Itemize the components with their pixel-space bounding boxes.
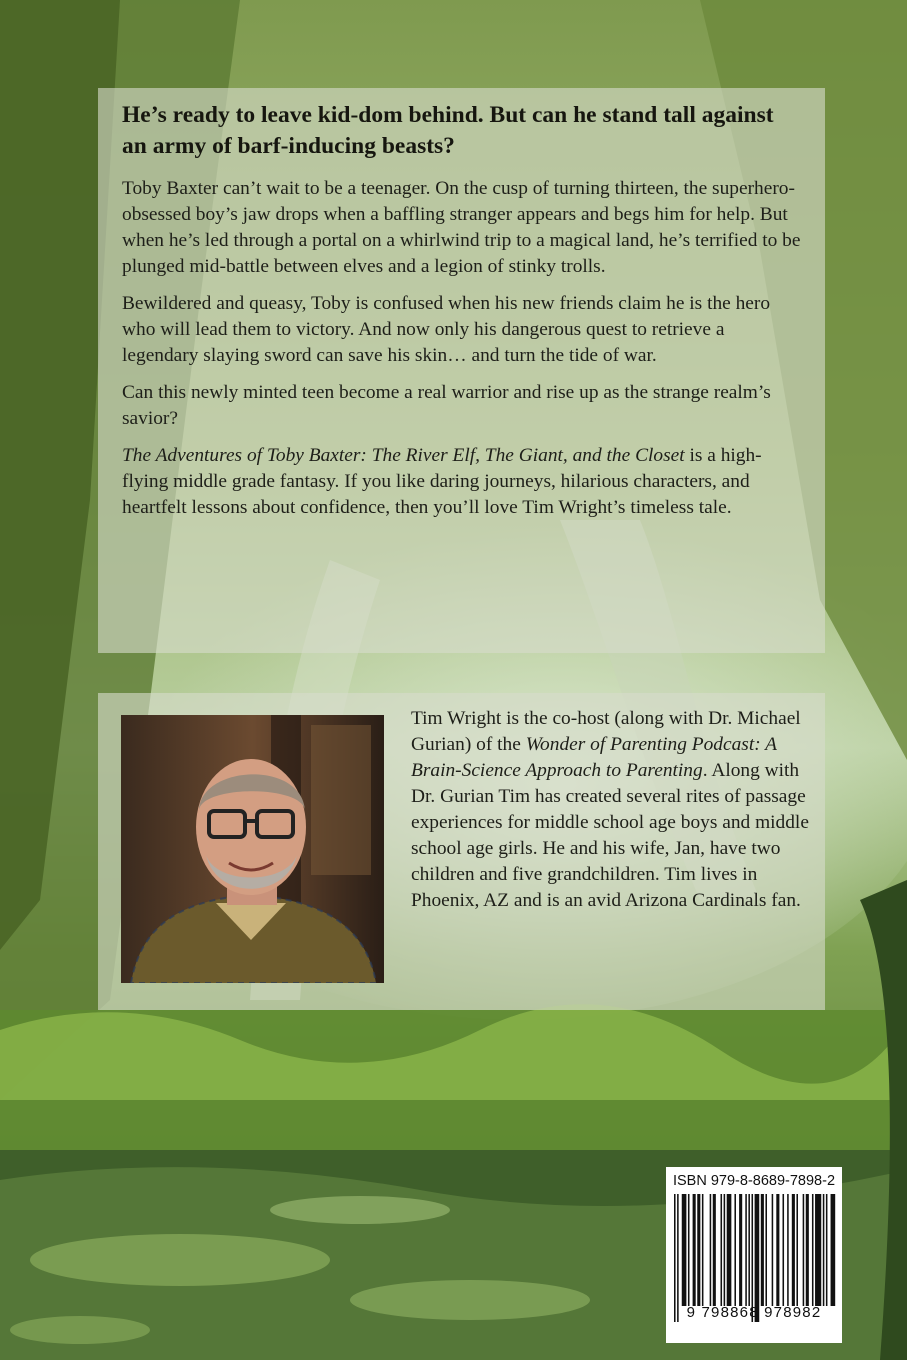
barcode-bar	[721, 1194, 723, 1306]
blurb-panel	[98, 88, 825, 653]
barcode-bar	[688, 1194, 690, 1306]
author-bio-end: . Along with Dr. Gurian Tim has created several rites of passage experiences for middle school age boys and middle school age girls. He and his wife, Jan, have two children and five grandchildren. Tim lives in Phoenix, AZ and is an avid Arizona Cardinals fan.	[411, 760, 809, 911]
barcode-bar	[765, 1194, 767, 1306]
barcode-bar	[710, 1194, 712, 1306]
author-panel	[98, 693, 825, 1010]
barcode-bar	[761, 1194, 764, 1306]
barcode-bar	[724, 1194, 726, 1306]
barcode-bar	[796, 1194, 798, 1306]
blurb-paragraph-3: Can this newly minted teen become a real warrior and rise up as the strange realm’s savior?	[122, 382, 771, 429]
barcode-bar	[815, 1194, 821, 1306]
author-bio	[411, 706, 811, 914]
barcode-bar	[812, 1194, 814, 1306]
blurb-paragraph-2: Bewildered and queasy, Toby is confused when his new friends claim he is the hero who will lead them to victory. And now only his dangerous quest to retrieve a legendary slaying sword can save his skin… and turn the tide of war.	[122, 293, 771, 366]
author-bio-start: Tim Wright is the co-host (along with Dr. Michael Gurian) of the	[411, 708, 801, 755]
barcode-bar	[772, 1194, 774, 1306]
barcode-bar	[677, 1194, 679, 1322]
blurb-paragraph-4-text: is a high-flying middle grade fantasy. If you like daring journeys, hilarious characters, and heartfelt lessons about confidence, then you’ll love Tim Wright’s timeless tale.	[122, 445, 762, 518]
barcode-bar	[748, 1194, 750, 1306]
barcode-bar	[803, 1194, 805, 1306]
blurb-paragraph-4	[122, 443, 801, 521]
barcode-bar	[727, 1194, 732, 1306]
blurb-headline: He’s ready to leave kid-dom behind. But can he stand tall against an army of barf-inducing beasts?	[122, 102, 774, 159]
barcode-digits: 9 798868 978982	[686, 1304, 822, 1321]
barcode-bars	[672, 1194, 836, 1322]
barcode-bar	[783, 1194, 785, 1306]
barcode-bar	[787, 1194, 789, 1306]
barcode-bar	[745, 1194, 747, 1306]
barcode-bar	[713, 1194, 716, 1306]
barcode-bar	[776, 1194, 779, 1306]
barcode-bar	[831, 1194, 836, 1306]
barcode-bar	[755, 1194, 760, 1322]
barcode-bar	[682, 1194, 687, 1306]
isbn-barcode	[666, 1167, 842, 1343]
barcode-bar	[806, 1194, 809, 1306]
barcode-bar	[734, 1194, 736, 1306]
author-photo	[121, 715, 384, 983]
barcode-bar	[697, 1194, 700, 1306]
barcode-bar	[752, 1194, 754, 1322]
barcode-bar	[739, 1194, 742, 1306]
barcode-bar	[693, 1194, 696, 1306]
barcode-bar	[823, 1194, 825, 1306]
barcode-bar	[674, 1194, 676, 1322]
barcode-bar	[792, 1194, 795, 1306]
book-title: The Adventures of Toby Baxter: The River Elf, The Giant, and the Closet	[122, 445, 685, 466]
podcast-title: Wonder of Parenting Podcast: A Brain-Science Approach to Parenting	[411, 734, 777, 781]
barcode-bar	[826, 1194, 828, 1306]
isbn-label: ISBN 979-8-8689-7898-2	[672, 1173, 836, 1189]
blurb-paragraph-1: Toby Baxter can’t wait to be a teenager. On the cusp of turning thirteen, the superhero-obsessed boy’s jaw drops when a baffling stranger appears and begs him for help. But when he’s led through a portal on a whirlwind trip to a magical land, he’s terrified to be plunged mid-battle between elves and a legion of stinky trolls.	[122, 178, 801, 277]
barcode-bar	[702, 1194, 704, 1306]
